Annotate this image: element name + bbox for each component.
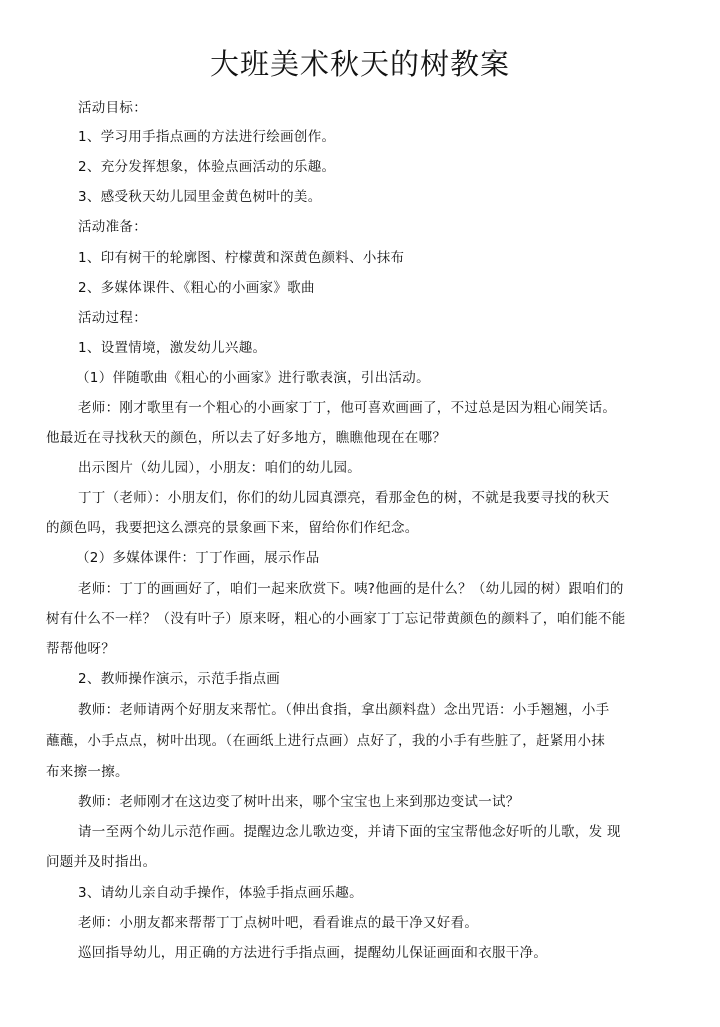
paragraph-line: 老师：小朋友都来帮帮丁丁点树叶吧，看看谁点的最干净又好看。 [78,915,479,931]
paragraph-line: 老师：刚才歌里有一个粗心的小画家丁丁，他可喜欢画画了，不过总是因为粗心闹笑话。 [78,400,617,416]
paragraph-line: 教师：老师请两个好朋友来帮忙。（伸出食指，拿出颜料盘）念出咒语：小手翘翘，小手 [78,702,610,718]
paragraph-line: 丁丁（老师）：小朋友们，你们的幼儿园真漂亮，看那金色的树，不就是我要寻找的秋天 [78,490,610,506]
paragraph-line: 1、印有树干的轮廓图、柠檬黄和深黄色颜料、小抹布 [78,250,405,266]
paragraph-line: 活动准备： [78,219,147,235]
paragraph-line: 2、教师操作演示，示范手指点画 [78,671,281,687]
paragraph-line: （2）多媒体课件：丁丁作画，展示作品 [76,550,320,566]
paragraph-line: 帮帮他呀？ [46,641,115,657]
paragraph-line: 活动过程： [78,310,147,326]
paragraph-line: 的颜色吗，我要把这么漂亮的景象画下来，留给你们作纪念。 [46,520,419,536]
paragraph-line: 2、充分发挥想象，体验点画活动的乐趣。 [78,159,336,175]
paragraph-line: 活动目标： [78,100,147,116]
paragraph-line: 1、设置情境，激发幼儿兴趣。 [78,340,267,356]
paragraph-line: 布来擦一擦。 [46,764,129,780]
paragraph-line: 3、感受秋天幼儿园里金黄色树叶的美。 [78,189,322,205]
paragraph-line: 2、多媒体课件、《粗心的小画家》歌曲 [78,280,315,296]
paragraph-line: 教师：老师刚才在这边变了树叶出来，哪个宝宝也上来到那边变试一试？ [78,794,520,810]
paragraph-line: 巡回指导幼儿，用正确的方法进行手指点画，提醒幼儿保证画面和衣服干净。 [78,945,548,961]
paragraph-line: 1、学习用手指点画的方法进行绘画创作。 [78,129,336,145]
paragraph-line: 他最近在寻找秋天的颜色，所以去了好多地方，瞧瞧他现在在哪？ [46,430,447,446]
paragraph-line: 请一至两个幼儿示范作画。提醒边念儿歌边变，并请下面的宝宝帮他念好听的儿歌，发 现 [78,824,621,840]
paragraph-line: 蘸蘸，小手点点，树叶出现。（在画纸上进行点画）点好了，我的小手有些脏了，赶紧用小抹 [46,733,606,749]
paragraph-line: 3、请幼儿亲自动手操作，体验手指点画乐趣。 [78,885,363,901]
paragraph-line: 树有什么不一样？（没有叶子）原来呀，粗心的小画家丁丁忘记带黄颜色的颜料了，咱们能不能 [46,611,626,627]
paragraph-line: 出示图片（幼儿园），小朋友：咱们的幼儿园。 [78,460,362,476]
document-title: 大班美术秋天的树教案 [209,47,510,81]
paragraph-line: 问题并及时指出。 [46,854,157,870]
paragraph-line: 老师：丁丁的画画好了，咱们一起来欣赏下。咦?他画的是什么？（幼儿园的树）跟咱们的 [78,581,624,597]
paragraph-line: （1）伴随歌曲《粗心的小画家》进行歌表演，引出活动。 [76,370,430,386]
